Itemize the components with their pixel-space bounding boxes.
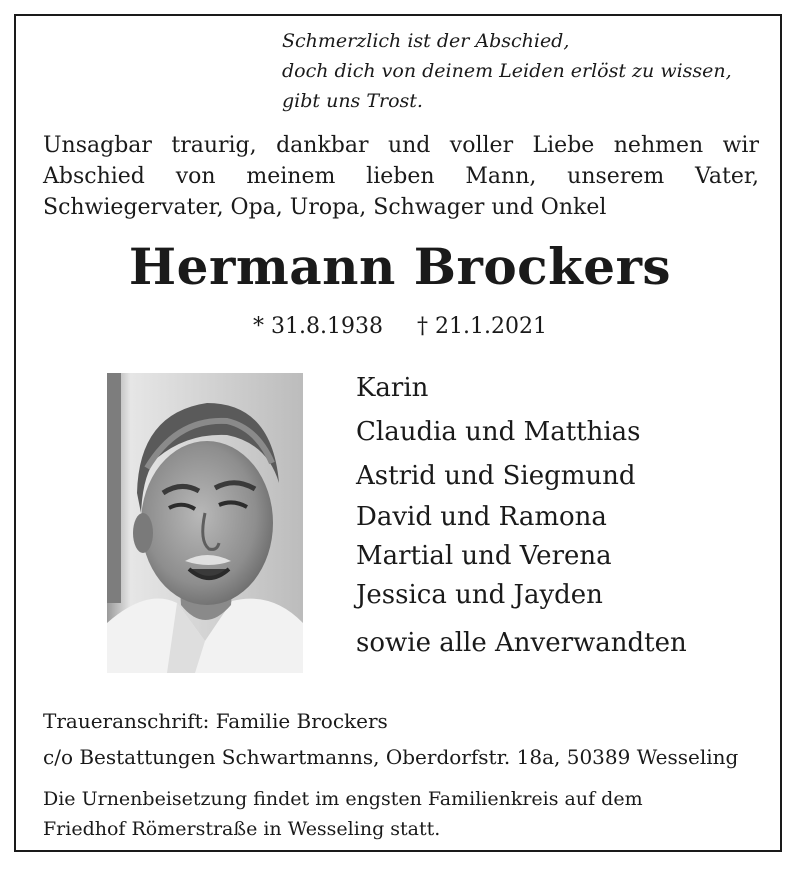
family-member: Karin bbox=[356, 373, 429, 403]
family-member: Martial und Verena bbox=[356, 541, 612, 571]
intro-line: Schwiegervater, Opa, Uropa, Schwager und Onkel bbox=[43, 195, 607, 220]
burial-notice bbox=[43, 784, 643, 844]
life-dates bbox=[0, 310, 800, 344]
quote-line: gibt uns Trost. bbox=[282, 90, 423, 112]
family-members bbox=[356, 366, 687, 665]
family-member: sowie alle Anverwandten bbox=[356, 628, 687, 658]
family-member: Jessica und Jayden bbox=[356, 580, 603, 610]
portrait-photo bbox=[107, 373, 303, 673]
deceased-name: Hermann Brockers bbox=[128, 237, 672, 296]
family-member: Claudia und Matthias bbox=[356, 417, 641, 447]
address-line: c/o Bestattungen Schwartmanns, Oberdorfstr. 18a, 50389 Wesseling bbox=[43, 745, 739, 769]
burial-line: Friedhof Römerstraße in Wesseling statt. bbox=[43, 818, 441, 840]
intro-line: Abschied von meinem lieben Mann, unserem Vater, bbox=[43, 164, 759, 189]
address-line: Traueranschrift: Familie Brockers bbox=[43, 709, 388, 733]
intro-line: Unsagbar traurig, dankbar und voller Liebe nehmen wir bbox=[43, 133, 759, 158]
condolence-address bbox=[43, 703, 738, 775]
opening-quote bbox=[282, 26, 732, 116]
quote-line: doch dich von deinem Leiden erlöst zu wissen, bbox=[282, 60, 732, 82]
family-member: Astrid und Siegmund bbox=[356, 461, 636, 491]
death-date: † 21.1.2021 bbox=[417, 314, 547, 339]
family-member: David und Ramona bbox=[356, 502, 607, 532]
birth-date: * 31.8.1938 bbox=[253, 314, 383, 339]
burial-line: Die Urnenbeisetzung findet im engsten Familienkreis auf dem bbox=[43, 788, 643, 810]
quote-line: Schmerzlich ist der Abschied, bbox=[282, 30, 570, 52]
intro-text bbox=[43, 130, 759, 223]
